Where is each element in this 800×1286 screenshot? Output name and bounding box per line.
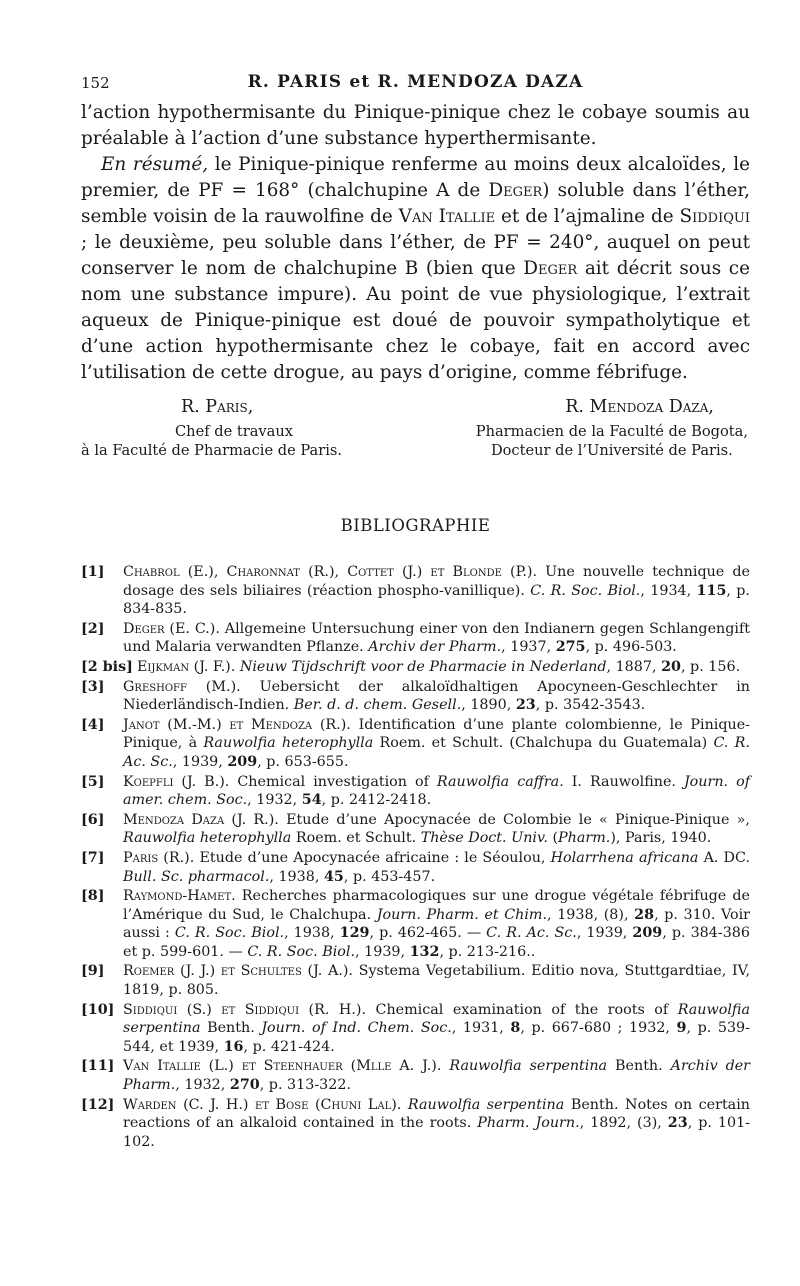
reference-text — [137, 658, 750, 677]
reference-authors: Greshoff (M.). — [123, 678, 241, 695]
reference-segment: Chemical examination of the roots of — [366, 1001, 678, 1018]
reference-volume: 54 — [301, 792, 322, 809]
reference-italic: Pharm. Journ. — [477, 1115, 580, 1132]
bibliography-entry — [81, 811, 750, 848]
reference-italic: Journ. of amer. chem. Soc. — [123, 773, 750, 809]
reference-italic: Nieuw Tijdschrift voor de Pharmacie in Nederland — [239, 658, 607, 675]
reference-volume: 23 — [515, 697, 536, 714]
reference-segment: , 1932, — [247, 792, 302, 809]
reference-volume: 45 — [323, 868, 344, 885]
reference-volume: 132 — [409, 943, 440, 960]
bibliography-list — [81, 563, 750, 1151]
paragraph-2-text-d: ; le deuxième, peu soluble dans l’éther, de PF = 240°, auquel on peut conserver le nom de chalchupine B (bien que — [81, 232, 750, 279]
reference-segment: , 1938, — [284, 925, 340, 942]
reference-segment: , p. 2412-2418. — [321, 792, 432, 809]
reference-segment: , p. 421-424. — [243, 1038, 335, 1055]
reference-segment: , 1934, — [640, 582, 697, 599]
reference-segment: Etude d’une Apocynacée africaine : le Séoulou, — [194, 849, 551, 866]
reference-authors: Janot (M.-M.) et Mendoza (R.). — [123, 716, 351, 733]
affiliation-paris — [81, 422, 342, 460]
affiliation-paris-line1: Chef de travaux — [175, 423, 293, 440]
bibliography-entry — [81, 1096, 750, 1152]
reference-italic: Archiv der Pharm. — [123, 1058, 751, 1094]
reference-segment: , 1939, — [576, 925, 633, 942]
reference-segment: Benth. — [607, 1058, 671, 1075]
reference-segment: , 1939, — [355, 943, 410, 960]
signature-names — [81, 396, 750, 418]
reference-text — [123, 620, 750, 657]
reference-italic: Rauwolfia serpentina — [407, 1096, 565, 1113]
reference-segment: Allgemeine Untersuchung einer von den Indianern gegen Schlangengift und Malaria verwandten Pflanze. — [123, 620, 750, 656]
bibliography-entry — [81, 563, 750, 619]
author-deger: Deger — [488, 180, 543, 201]
signature-mendoza: R. Mendoza Daza, — [565, 397, 714, 417]
reference-segment: I. Rauwolfine. — [563, 773, 684, 790]
bibliography-entry — [81, 962, 750, 999]
running-head — [81, 70, 750, 96]
reference-authors: Warden (C. J. H.) et Bose (Chuni Lal). — [123, 1096, 402, 1113]
reference-italic: Rauwolfia heterophylla — [203, 735, 374, 752]
reference-segment: , p. 384-386 et p. 599-601. — — [123, 925, 750, 960]
affiliation-mendoza — [476, 422, 750, 460]
paragraph-2-text-c: et de l’ajmaline de — [495, 206, 680, 227]
paragraph-2 — [81, 152, 750, 386]
reference-number: [7] — [81, 849, 105, 866]
affiliation-mendoza-line2: Docteur de l’Université de Paris. — [490, 442, 733, 459]
reference-volume: 23 — [667, 1115, 688, 1132]
reference-segment: Recherches pharmacologiques sur une drogue végétale fébrifuge de l’Amérique du Sud, le Chalchupa. — [123, 888, 750, 923]
reference-text — [123, 1057, 750, 1094]
reference-segment: , p. 496-503. — [585, 639, 677, 656]
reference-text — [123, 849, 750, 886]
reference-authors: Paris (R.). — [123, 849, 195, 866]
reference-segment: Etude d’une Apocynacée de Colombie le « Pinique-Pinique », — [278, 811, 750, 828]
reference-authors: Mendoza Daza (J. R.). — [123, 811, 279, 828]
author-deger-2: Deger — [523, 258, 578, 279]
reference-number: [6] — [81, 811, 105, 828]
reference-italic: Journ. of Ind. Chem. Soc. — [261, 1020, 452, 1037]
reference-segment: , p. 453-457. — [343, 868, 436, 885]
reference-number: [10] — [81, 1001, 115, 1018]
reference-italic: C. R. Soc. Biol. — [174, 925, 285, 942]
reference-segment: Systema Vegetabilium. Editio nova, Stuttgardtiae, IV, 1819, p. 805. — [123, 963, 751, 999]
reference-italic: Journ. Pharm. et Chim. — [376, 906, 548, 923]
reference-segment: Roem. et Schult. (Chalchupa du Guatemala) — [373, 735, 714, 752]
reference-volume: 209 — [227, 753, 258, 770]
reference-italic: Bull. Sc. pharmacol. — [123, 868, 270, 885]
reference-authors: Roemer (J. J.) et Schultes (J. A.). — [123, 963, 353, 980]
reference-number: [12] — [81, 1096, 115, 1113]
reference-segment: , 1938, (8), — [547, 906, 635, 923]
reference-number: [1] — [81, 564, 105, 580]
reference-segment: , 1932, — [175, 1077, 230, 1094]
reference-authors: Deger (E. C.). — [123, 620, 220, 637]
bibliography-entry — [81, 1001, 750, 1057]
author-siddiqui: Siddiqui — [679, 206, 750, 227]
reference-volume: 115 — [696, 582, 727, 599]
affiliation-paris-line2: à la Faculté de Pharmacie de Paris. — [81, 442, 342, 459]
reference-volume: 9 — [676, 1020, 687, 1037]
reference-text — [123, 962, 750, 999]
reference-volume: 275 — [555, 639, 586, 656]
reference-authors: Chabrol (E.), Charonnat (R.), Cottet (J.) et Blonde (P.). — [123, 564, 537, 580]
reference-segment: , p. 462-465. — — [369, 925, 487, 942]
reference-text — [123, 1001, 750, 1057]
reference-segment: , 1939, — [172, 753, 228, 770]
reference-number: [2 bis] — [81, 658, 133, 675]
bibliography-entry — [81, 887, 750, 961]
reference-number: [5] — [81, 773, 105, 790]
reference-segment: , p. 3542-3543. — [535, 697, 646, 714]
bibliography-entry — [81, 849, 750, 886]
reference-italic: C. R. Soc. Biol. — [247, 943, 356, 960]
reference-segment: , 1931, — [451, 1020, 511, 1037]
reference-italic: Ber. d. d. chem. Gesell. — [293, 697, 462, 714]
body-text — [81, 100, 750, 386]
affiliation-mendoza-line1: Pharmacien de la Faculté de Bogota, — [475, 423, 748, 440]
reference-volume: 270 — [229, 1077, 260, 1094]
page-number: 152 — [81, 74, 110, 92]
reference-segment: , 1938, — [269, 868, 324, 885]
bibliography-entry — [81, 716, 750, 772]
reference-text — [123, 773, 750, 810]
signature-paris: R. Paris, — [181, 397, 254, 417]
reference-segment: Benth. Notes on certain reactions of an alkaloid contained in the roots. — [123, 1096, 750, 1132]
reference-segment: , 1892, (3), — [579, 1115, 668, 1132]
reference-segment: , p. 313-322. — [259, 1077, 352, 1094]
reference-text — [123, 887, 750, 961]
reference-segment: , p. 213-216.. — [439, 943, 536, 960]
author-van-itallie: Van Itallie — [398, 206, 496, 227]
reference-volume: 209 — [632, 925, 663, 942]
paragraph-1: l’action hypothermisante du Pinique-pinique chez le cobaye soumis au préalable à l’action d’une substance hyperthermisante. — [81, 102, 750, 149]
bibliography-title: BIBLIOGRAPHIE — [340, 516, 491, 535]
reference-segment: , 1937, — [501, 639, 556, 656]
reference-number: [3] — [81, 678, 105, 695]
reference-segment: Une nouvelle technique de dosage des sels biliaires (réaction phospho-vanillique). — [123, 564, 750, 599]
reference-volume: 129 — [339, 925, 370, 942]
bibliography-entry — [81, 773, 750, 810]
reference-italic: C. R. Ac. Sc. — [486, 925, 577, 942]
reference-text — [123, 811, 750, 848]
reference-number: [9] — [81, 963, 105, 980]
reference-segment: ( — [547, 830, 559, 847]
paragraph-2-text-e: ait décrit sous ce nom une substance impure). Au point de vue physiologique, l’extrait aqueux de Pinique-pinique est doué de pouvoir sympatholytique et d’une action hypothermisante chez le cobaye, fait en accord avec l’utilisation de cette drogue, au pays d’origine, comme fébrifuge. — [81, 258, 750, 383]
reference-italic: Rauwolfia heterophylla — [123, 830, 292, 847]
reference-authors: Koepfli (J. B.). — [123, 773, 230, 790]
reference-segment: , p. 667-680 ; 1932, — [520, 1020, 677, 1037]
reference-volume: 16 — [223, 1038, 244, 1055]
reference-text — [123, 678, 750, 715]
running-title: R. PARIS et R. MENDOZA DAZA — [247, 72, 584, 92]
bibliography-entry — [81, 1057, 750, 1094]
reference-number: [2] — [81, 620, 105, 637]
reference-segment: , p. 101-102. — [123, 1115, 751, 1150]
reference-italic: Thèse Doct. Univ. — [420, 830, 548, 847]
bibliography-entry — [81, 658, 750, 677]
paragraph-2-text-b: ) soluble dans l’éther, semble voisin de la rauwolfine de — [81, 180, 750, 227]
reference-segment: , p. 653-655. — [257, 753, 349, 770]
reference-segment: , p. 156. — [680, 658, 741, 675]
reference-segment: A. DC. — [698, 849, 750, 866]
reference-italic: C. R. Soc. Biol. — [530, 582, 641, 599]
reference-authors: Van Itallie (L.) et Steenhauer (Mlle A. J.). — [123, 1058, 442, 1075]
bibliography-entry — [81, 620, 750, 657]
reference-segment: , p. 310. Voir aussi : — [123, 906, 751, 942]
reference-authors: Eijkman (J. F.). — [137, 658, 236, 675]
reference-number: [11] — [81, 1058, 115, 1075]
reference-text — [123, 563, 750, 619]
paragraph-2-text-a: le Pinique-pinique renferme au moins deux alcaloïdes, le premier, de PF = 168° (chalchupine A de — [81, 154, 750, 201]
reference-volume: 8 — [510, 1020, 521, 1037]
reference-italic: C. R. Ac. Sc. — [123, 735, 750, 770]
reference-segment: Uebersicht der alkaloïdhaltigen Apocyneen-Geschlechter in Niederländisch-Indien. — [123, 678, 751, 714]
reference-volume: 28 — [634, 906, 655, 923]
reference-text — [123, 1096, 750, 1152]
reference-segment: , p. 539-544, et 1939, — [123, 1020, 750, 1055]
reference-text — [123, 716, 750, 772]
reference-number: [4] — [81, 716, 105, 733]
reference-italic: Rauwolfia caffra. — [436, 773, 564, 790]
reference-italic: Rauwolfia serpentina — [123, 1001, 750, 1037]
summary-lead: En résumé, — [101, 154, 209, 175]
reference-authors: Siddiqui (S.) et Siddiqui (R. H.). — [123, 1001, 367, 1018]
reference-segment: Benth. — [200, 1020, 262, 1037]
reference-number: [8] — [81, 888, 105, 905]
reference-segment: , 1890, — [461, 697, 516, 714]
reference-segment: Identification d’une plante colombienne, le Pinique-Pinique, à — [123, 716, 751, 752]
reference-italic: Pharm. — [558, 830, 611, 847]
reference-volume: 20 — [661, 658, 681, 675]
reference-italic: Archiv der Pharm. — [368, 639, 502, 656]
reference-segment: , p. 834-835. — [123, 582, 750, 618]
signature-affiliations — [81, 422, 750, 460]
reference-italic: Holarrhena africana — [550, 849, 699, 866]
reference-segment: ), Paris, 1940. — [610, 830, 712, 847]
reference-authors: Raymond-Hamet. — [123, 888, 236, 905]
reference-italic: Rauwolfia serpentina — [449, 1058, 608, 1075]
reference-segment: Roem. et Schult. — [291, 830, 421, 847]
reference-segment: , 1887, — [606, 658, 662, 675]
reference-segment: Chemical investigation of — [229, 773, 437, 790]
bibliography-entry — [81, 678, 750, 715]
